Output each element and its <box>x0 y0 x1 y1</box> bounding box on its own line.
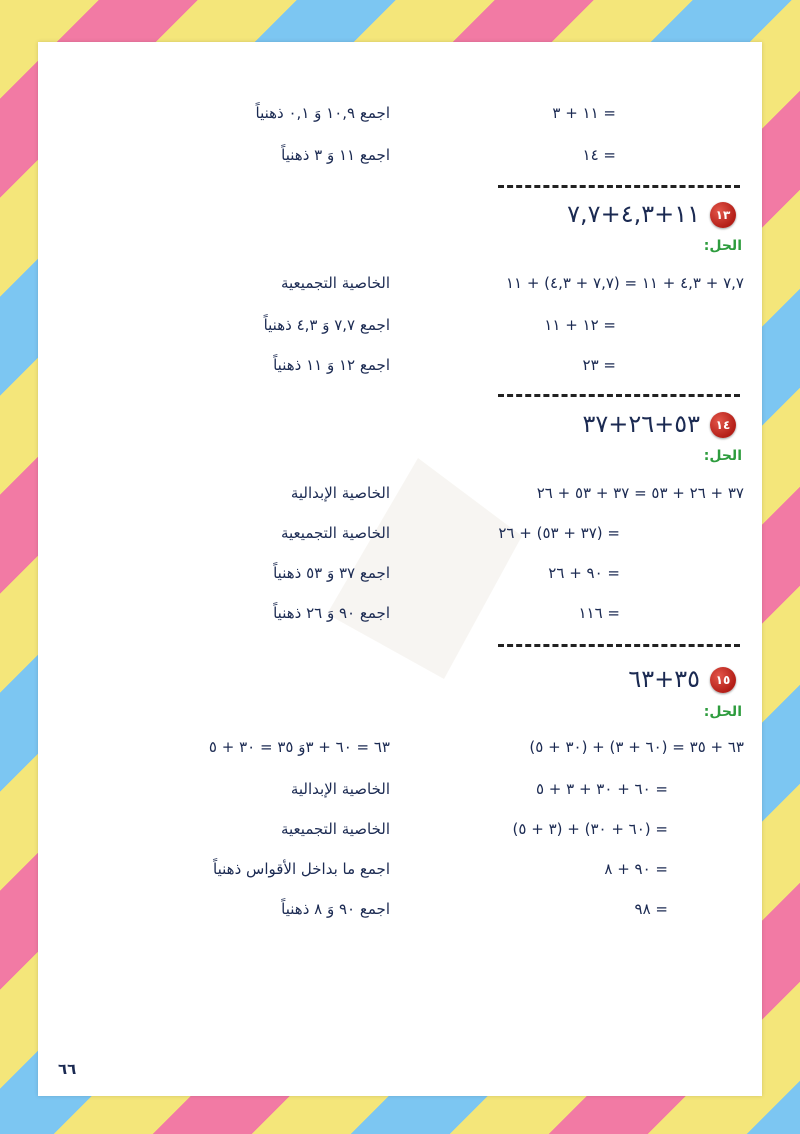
page-sheet <box>38 42 762 1096</box>
explanation-line: اجمع ٩٠ وَ ٢٦ ذهنياً <box>273 604 390 622</box>
equation-line: = ٩٨ <box>634 900 668 918</box>
problem-expression: ٣٥+٦٣ <box>628 665 700 693</box>
solution-label: الحل: <box>703 704 742 720</box>
equation-line: = ١١ + ٣ <box>552 104 616 122</box>
equation-line: = ١١٦ <box>578 604 620 622</box>
section-divider <box>498 185 740 188</box>
book-watermark-icon <box>288 422 548 702</box>
section-divider <box>498 394 740 397</box>
equation-line: = ١٤ <box>582 146 616 164</box>
equation-line: ٧,٧ + ٤,٣ + ١١ = (٧,٧ + ٤,٣) + ١١ <box>505 274 744 292</box>
page-number: ٦٦ <box>58 1060 77 1078</box>
explanation-line: اجمع ١٠,٩ وَ ٠,١ ذهنياً <box>255 104 390 122</box>
problem-expression: ١١+٤,٣+٧,٧ <box>567 200 700 228</box>
explanation-line: اجمع ما بداخل الأقواس ذهنياً <box>213 860 390 878</box>
problem-number-badge: ١٣ <box>710 202 736 228</box>
section-divider <box>498 644 740 647</box>
equation-line: = ١٢ + ١١ <box>544 316 616 334</box>
explanation-line: الخاصية الإبدالية <box>290 484 390 502</box>
solution-label: الحل: <box>703 448 742 464</box>
equation-line: = ٩٠ + ٢٦ <box>548 564 620 582</box>
problem-number-badge: ١٤ <box>710 412 736 438</box>
solution-label: الحل: <box>703 238 742 254</box>
problem-expression: ٥٣+٢٦+٣٧ <box>582 410 700 438</box>
equation-line: = (٦٠ + ٣٠) + (٣ + ٥) <box>512 820 668 838</box>
explanation-line: الخاصية التجميعية <box>280 524 390 542</box>
equation-line: ٦٣ + ٣٥ = (٦٠ + ٣) + (٣٠ + ٥) <box>529 738 744 756</box>
explanation-line: الخاصية الإبدالية <box>290 780 390 798</box>
problem-number-badge: ١٥ <box>710 667 736 693</box>
equation-line: = (٣٧ + ٥٣) + ٢٦ <box>498 524 620 542</box>
equation-line: ٣٧ + ٢٦ + ٥٣ = ٣٧ + ٥٣ + ٢٦ <box>536 484 744 502</box>
explanation-line: الخاصية التجميعية <box>280 274 390 292</box>
explanation-line: اجمع ٧,٧ وَ ٤,٣ ذهنياً <box>263 316 390 334</box>
explanation-line: اجمع ٣٧ وَ ٥٣ ذهنياً <box>273 564 390 582</box>
explanation-line: الخاصية التجميعية <box>280 820 390 838</box>
explanation-line: اجمع ١١ وَ ٣ ذهنياً <box>281 146 390 164</box>
equation-line: = ٦٠ + ٣٠ + ٣ + ٥ <box>535 780 668 798</box>
explanation-line: اجمع ١٢ وَ ١١ ذهنياً <box>273 356 390 374</box>
explanation-line: اجمع ٩٠ وَ ٨ ذهنياً <box>281 900 390 918</box>
equation-line: = ٢٣ <box>582 356 616 374</box>
explanation-line: ٦٣ = ٦٠ + ٣وَ ٣٥ = ٣٠ + ٥ <box>208 738 390 756</box>
equation-line: = ٩٠ + ٨ <box>604 860 668 878</box>
